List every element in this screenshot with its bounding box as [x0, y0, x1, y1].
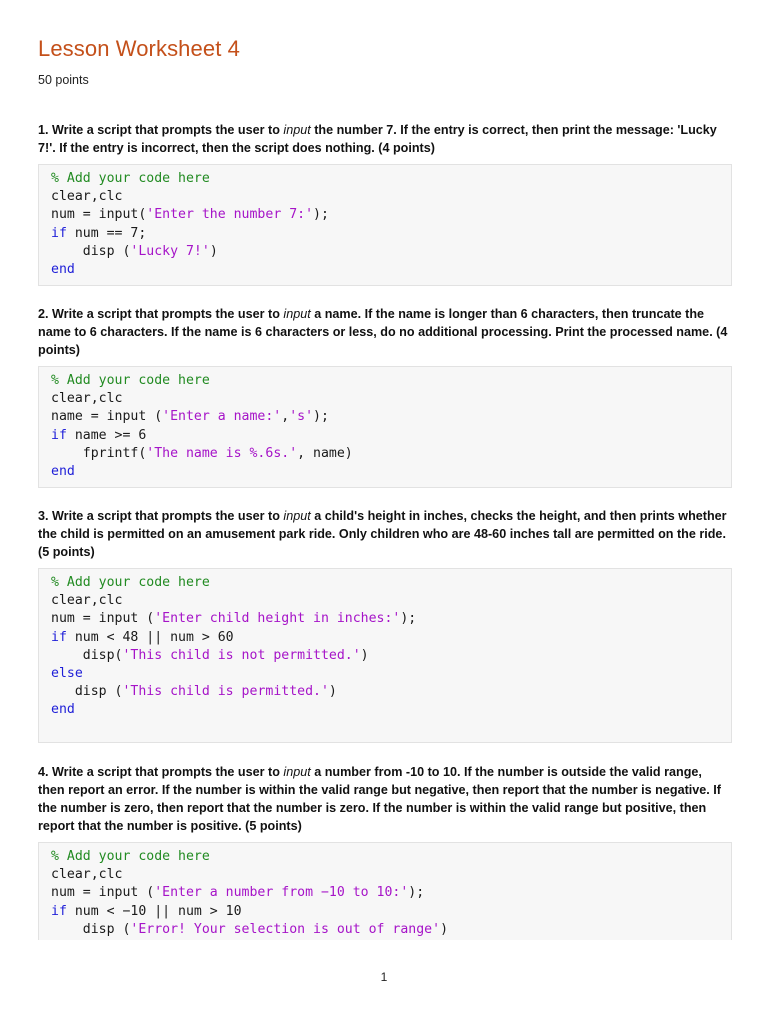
- code-line: [51, 372, 719, 390]
- question-text-post: a name. If the name is longer than 6 characters, then truncate the name to 6 characters. If the name is 6 characters or less, do no additional processing. Print the processed name. (4 points): [38, 307, 728, 357]
- code-line: [51, 701, 719, 719]
- code-text: ,: [281, 409, 290, 425]
- code-line: [51, 243, 719, 261]
- code-line: [51, 427, 719, 445]
- code-text: );: [400, 611, 417, 627]
- code-block-1[interactable]: [38, 164, 732, 286]
- code-text: disp (: [51, 243, 131, 259]
- code-text: ): [209, 243, 218, 259]
- code-string: 'Enter a number from −10 to 10:': [154, 885, 409, 901]
- code-string: 'Enter a name:': [162, 409, 282, 425]
- code-line: [51, 592, 719, 610]
- code-text: ): [360, 647, 369, 663]
- code-string: 'This child is not permitted.': [122, 647, 361, 663]
- code-line: [51, 574, 719, 592]
- code-line: [51, 647, 719, 665]
- code-comment: % Add your code here: [51, 575, 210, 590]
- code-text: num = input (: [51, 611, 155, 627]
- code-string: 'This child is permitted.': [122, 684, 329, 700]
- code-line: [51, 206, 719, 224]
- question-number: 3.: [38, 509, 49, 523]
- code-text: num < 48 || num > 60: [66, 629, 234, 645]
- code-text: num == 7;: [66, 225, 147, 241]
- code-text: disp (: [51, 921, 131, 937]
- code-text: clear,clc: [51, 391, 123, 407]
- code-text: clear,clc: [51, 189, 123, 205]
- question-text-pre: Write a script that prompts the user to: [52, 765, 280, 779]
- question-text-emphasis: input: [283, 123, 311, 137]
- question-text-post: a number from -10 to 10. If the number is outside the valid range, then report an error. If the number is within the valid range but negative, then report that the number is negative. If the number is zero, then report that the number is zero. If the number is within the valid range but positive, then report that the number is positive. (5 points): [38, 765, 721, 833]
- code-text: );: [408, 885, 425, 901]
- code-comment: % Add your code here: [51, 849, 210, 864]
- code-line: [51, 225, 719, 243]
- question-text-emphasis: input: [283, 765, 311, 779]
- code-line: [51, 903, 719, 921]
- code-line: [51, 866, 719, 884]
- code-line: [51, 629, 719, 647]
- question-text-post: the number 7. If the entry is correct, then print the message: 'Lucky 7!'. If the entry is incorrect, then the script does nothing. (4 points): [38, 123, 717, 155]
- question-text-emphasis: input: [283, 509, 311, 523]
- code-text: name >= 6: [66, 427, 147, 443]
- code-text: num = input(: [51, 207, 147, 223]
- code-keyword: end: [51, 261, 75, 277]
- code-line: [51, 390, 719, 408]
- code-string: 'Lucky 7!': [130, 243, 210, 259]
- points-total: 50 points: [38, 73, 89, 87]
- code-text: disp(: [51, 647, 123, 663]
- code-string: 'Enter the number 7:': [146, 207, 314, 223]
- code-line: [51, 884, 719, 902]
- question-2: [38, 305, 728, 359]
- code-keyword: if: [51, 903, 67, 919]
- code-line: [51, 848, 719, 866]
- code-line: [51, 921, 719, 939]
- code-keyword: if: [51, 629, 67, 645]
- question-number: 4.: [38, 765, 49, 779]
- page-title: Lesson Worksheet 4: [38, 36, 240, 61]
- code-line: [51, 408, 719, 426]
- code-comment: % Add your code here: [51, 373, 210, 388]
- code-string: 'Error! Your selection is out of range': [130, 921, 441, 937]
- code-text: num < −10 || num > 10: [66, 903, 242, 919]
- code-text: );: [313, 409, 329, 425]
- question-1: [38, 121, 728, 157]
- code-text: clear,clc: [51, 593, 123, 609]
- code-text: disp (: [51, 684, 123, 700]
- code-keyword: else: [51, 665, 83, 681]
- question-3: [38, 507, 728, 561]
- question-text-pre: Write a script that prompts the user to: [52, 509, 280, 523]
- question-text-pre: Write a script that prompts the user to: [52, 307, 280, 321]
- question-text-post: a child's height in inches, checks the height, and then prints whether the child is permitted on an amusement park ride. Only children who are 48-60 inches tall are permitted on the ride. (5 points): [38, 509, 727, 559]
- code-line: [51, 170, 719, 188]
- code-keyword: if: [51, 225, 67, 241]
- question-4: [38, 763, 728, 835]
- code-text: fprintf(: [51, 445, 147, 461]
- code-text: , name): [297, 445, 353, 461]
- code-block-2[interactable]: [38, 366, 732, 488]
- code-block-3[interactable]: [38, 568, 732, 743]
- code-block-4[interactable]: [38, 842, 732, 940]
- code-keyword: end: [51, 702, 75, 718]
- question-text-emphasis: input: [283, 307, 311, 321]
- code-text: ): [440, 921, 449, 937]
- code-text: clear,clc: [51, 867, 123, 883]
- page-number: 1: [380, 970, 388, 984]
- code-text: name = input (: [51, 409, 163, 425]
- question-number: 2.: [38, 307, 49, 321]
- code-string: 's': [289, 409, 314, 425]
- code-string: 'Enter child height in inches:': [154, 611, 401, 627]
- code-line: [51, 610, 719, 628]
- code-string: 'The name is %.6s.': [146, 445, 298, 461]
- code-line: [51, 261, 719, 279]
- code-keyword: if: [51, 427, 67, 443]
- code-line: [51, 188, 719, 206]
- code-line: [51, 665, 719, 683]
- code-line: [51, 683, 719, 701]
- code-line: [51, 463, 719, 481]
- question-text-pre: Write a script that prompts the user to: [52, 123, 280, 137]
- code-text: );: [313, 207, 329, 223]
- code-text: ): [328, 684, 337, 700]
- question-number: 1.: [38, 123, 49, 137]
- code-text: num = input (: [51, 885, 155, 901]
- code-keyword: end: [51, 463, 75, 479]
- code-comment: % Add your code here: [51, 171, 210, 186]
- code-line: [51, 445, 719, 463]
